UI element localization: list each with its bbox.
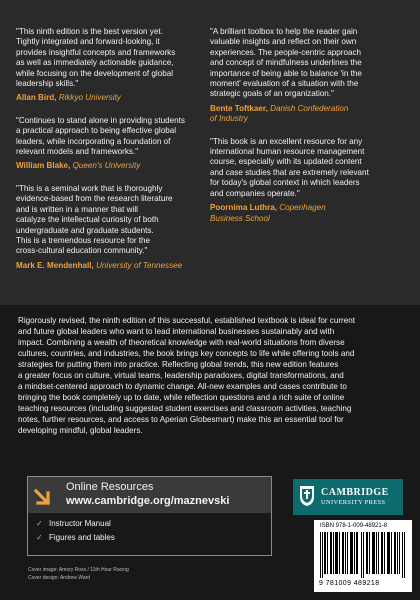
online-resources-title: Online Resources xyxy=(66,481,154,493)
online-resources-box xyxy=(27,476,272,556)
publisher-subname: UNIVERSITY PRESS xyxy=(321,499,386,506)
crest-icon xyxy=(299,485,315,507)
resource-item-label: Figures and tables xyxy=(49,533,115,542)
endorser-name: William Blake, xyxy=(16,161,71,171)
barcode-panel xyxy=(314,520,412,592)
endorser-org: Copenhagen Business School xyxy=(210,203,326,223)
endorsements-left-column xyxy=(16,27,201,283)
endorser-org: Queen's University xyxy=(72,161,141,171)
publisher-logo xyxy=(293,479,403,515)
endorser-org: Danish Confederation of Industry xyxy=(210,103,349,124)
online-resources-header xyxy=(28,477,271,513)
endorsement-attribution xyxy=(210,104,406,125)
endorsement-quote: "This ninth edition is the best version yet. Tightly integrated and forward-looking, it provides insightful concepts and frameworks as well as immediately actionable guidance, while focusing on the development of global leadership skills." xyxy=(16,27,176,89)
endorsement-attribution xyxy=(16,261,201,271)
isbn-label: ISBN 978-1-009-48921-8 xyxy=(320,523,388,529)
endorsement-attribution xyxy=(210,203,406,224)
resource-item xyxy=(36,519,111,528)
endorser-name: Mark E. Mendenhall, xyxy=(16,260,94,270)
barcode-number: 9 781009 489218 xyxy=(319,580,380,587)
endorser-org: Rikkyo University xyxy=(58,93,121,103)
endorser-name: Bente Toftkaer, xyxy=(210,103,268,113)
resource-item xyxy=(36,533,115,542)
endorser-org: University of Tennessee xyxy=(96,260,183,270)
book-description: Rigorously revised, the ninth edition of this successful, established textbook is ideal for current and future global leaders who want to lead international businesses sustainably and with impact. Combining a wealth of theoretical knowledge with real-world situations from diverse cultures, countries, and industries, the book brings key concepts to life while offering tools and strategies for putting them into practice. Reflecting global trends, this new edition features a greater focus on culture, virtual teams, leadership paradoxes, digital transformations, and a mindset-centered approach to dynamic change. All-new examples and cases contribute to bringing the book completely up to date, while reflection questions and a rich suite of online teaching resources (including suggested student exercises and classroom activities, teaching notes, further resources, and access to Aperian Globesmart) make this an essential tool for developing mindful, global leaders. xyxy=(18,316,355,435)
endorsement-attribution xyxy=(16,161,201,171)
endorsement-quote: "This book is an excellent resource for any international human resource management course, especially with its updated content and case studies that are extremely relevant for today's global context in which leaders and companies operate." xyxy=(210,136,369,198)
endorsement-attribution xyxy=(16,93,201,103)
endorsement-quote: "Continues to stand alone in providing students a practical approach to being effective global leaders, while incorporating a foundation of relevant models and frameworks." xyxy=(16,115,185,157)
check-icon: ✓ xyxy=(36,519,43,528)
arrow-icon xyxy=(32,483,58,509)
endorsement-quote: "This is a seminal work that is thoroughly evidence-based from the research literature and is written in a manner that will catalyze the intellectual curiosity of both undergraduate and graduate students. This is a tremendous resource for the cross-cultural education community." xyxy=(16,183,173,256)
barcode-icon xyxy=(320,532,406,578)
cover-credits: Cover image: Amory Ross / 11th Hour Racing Cover design: Andrew Ward xyxy=(28,567,129,581)
online-resources-url[interactable]: www.cambridge.org/maznevski xyxy=(66,495,230,507)
resource-item-label: Instructor Manual xyxy=(49,519,111,528)
endorser-name: Poornima Luthra, xyxy=(210,203,278,213)
check-icon: ✓ xyxy=(36,533,43,542)
endorser-name: Allan Bird, xyxy=(16,93,57,103)
publisher-name: CAMBRIDGE xyxy=(321,487,389,498)
endorsements-right-column xyxy=(210,27,406,236)
endorsement-quote: "A brilliant toolbox to help the reader gain valuable insights and reflect on their own experiences. The people-centric approach and concept of mindfulness underlines the importance of being able to balance 'in the moment' evaluation of a situation with the strategic goals of an organization." xyxy=(210,27,362,99)
